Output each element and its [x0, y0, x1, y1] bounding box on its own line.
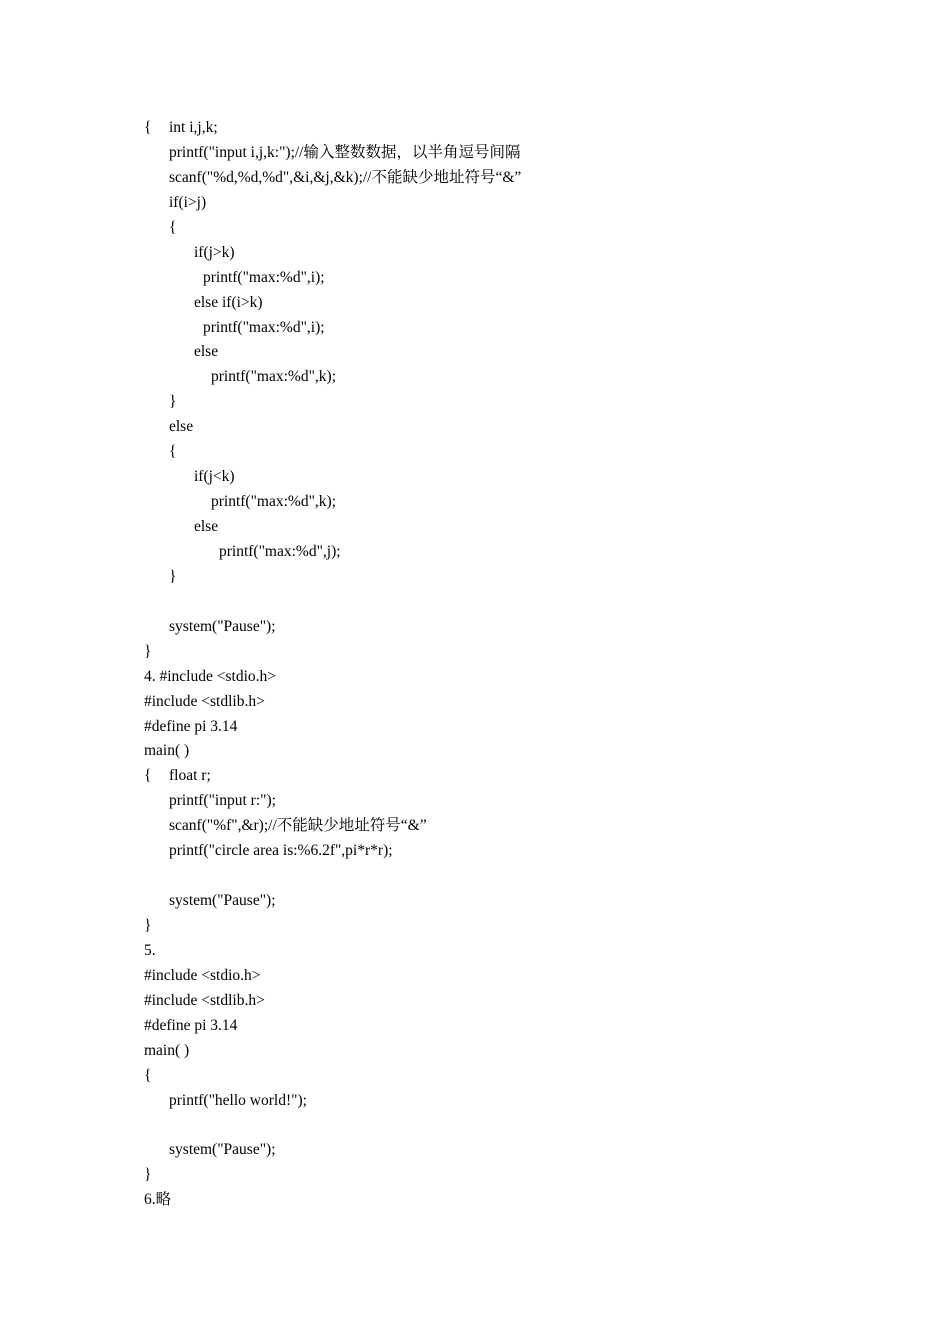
- code-line-6: if(j>k): [194, 243, 235, 261]
- code-line-5: {: [169, 218, 177, 236]
- blank-line: [144, 864, 904, 889]
- open-brace: {: [144, 767, 152, 785]
- code-line-17: else: [194, 518, 219, 535]
- code-line-1: [144, 116, 904, 141]
- code-line-40: printf("hello world!");: [169, 1091, 307, 1109]
- blank-line: [144, 1114, 904, 1139]
- code-line-43: }: [144, 1166, 152, 1184]
- code-line-14: {: [169, 443, 177, 461]
- code-line-18: printf("max:%d",j);: [219, 542, 341, 560]
- code-line-33: }: [144, 917, 152, 934]
- code-line-44: 6.略: [144, 1191, 172, 1209]
- code-line-4: if(i>j): [169, 193, 207, 211]
- code-text: int i,j,k;: [169, 119, 218, 136]
- code-line-16: printf("max:%d",k);: [211, 493, 336, 511]
- blank-line: [144, 590, 904, 615]
- code-line-11: printf("max:%d",k);: [211, 368, 336, 386]
- code-line-37: #define pi 3.14: [144, 1016, 238, 1034]
- code-line-28: printf("input r:");: [169, 792, 276, 810]
- open-brace: {: [144, 119, 152, 136]
- code-line-10: else: [194, 343, 219, 361]
- code-line-26: main( ): [144, 742, 190, 760]
- code-line-15: if(j<k): [194, 468, 235, 486]
- code-line-24: #include <stdlib.h>: [144, 692, 265, 710]
- code-listing: [144, 116, 904, 1213]
- code-line-34: 5.: [144, 941, 156, 959]
- code-line-8: else if(i>k): [194, 293, 263, 311]
- code-line-19: }: [169, 567, 177, 585]
- code-line-29: scanf("%f",&r);//不能缺少地址符号“&”: [169, 817, 427, 835]
- code-line-35: #include <stdio.h>: [144, 966, 261, 984]
- code-line-3: scanf("%d,%d,%d",&i,&j,&k);//不能缺少地址符号“&”: [169, 168, 522, 186]
- code-line-36: #include <stdlib.h>: [144, 991, 265, 1009]
- code-line-7: printf("max:%d",i);: [203, 268, 325, 286]
- code-line-12: }: [169, 393, 177, 411]
- code-line-22: }: [144, 642, 152, 660]
- code-line-23: 4. #include <stdio.h>: [144, 667, 276, 685]
- code-line-27: [144, 764, 904, 789]
- code-line-42: system("Pause");: [169, 1141, 276, 1159]
- code-line-38: main( ): [144, 1041, 190, 1059]
- code-line-32: system("Pause");: [169, 892, 276, 910]
- code-line-39: {: [144, 1066, 152, 1084]
- code-text: float r;: [169, 767, 211, 785]
- code-line-21: system("Pause");: [169, 617, 276, 635]
- code-line-2: printf("input i,j,k:");//输入整数数据，以半角逗号间隔: [169, 143, 521, 161]
- code-line-13: else: [169, 418, 194, 436]
- code-line-9: printf("max:%d",i);: [203, 318, 325, 336]
- code-line-30: printf("circle area is:%6.2f",pi*r*r);: [169, 842, 393, 860]
- code-line-25: #define pi 3.14: [144, 717, 238, 735]
